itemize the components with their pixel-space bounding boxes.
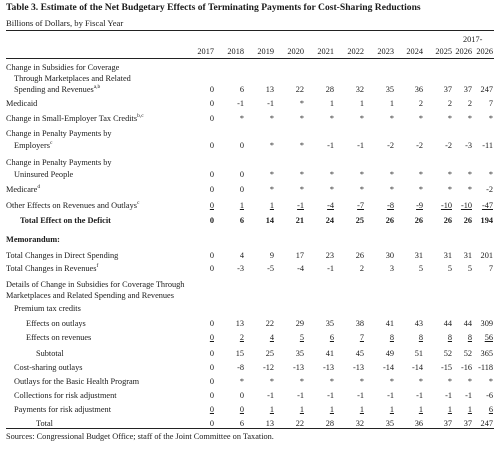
table-cell: 0: [209, 349, 214, 358]
table-cell: 365: [480, 349, 493, 358]
row-label-text: Total Changes in Revenues: [6, 264, 97, 273]
table-cell: 0: [209, 216, 214, 225]
table-cell: 56: [484, 333, 493, 342]
table-cell: 31: [463, 251, 472, 260]
row-label: [14, 74, 500, 83]
table-cell: *: [299, 170, 304, 179]
table-cell: 32: [355, 85, 364, 94]
table-cell: 45: [355, 349, 364, 358]
row-label: [14, 304, 500, 313]
table-cell: -2: [486, 185, 493, 194]
row-label-text: Collections for risk adjustment: [14, 391, 117, 400]
table-cell: 5: [467, 264, 472, 273]
table-cell: 0: [209, 264, 214, 273]
table-cell: 0: [209, 333, 214, 342]
row-label-text: Memorandum:: [6, 235, 60, 244]
table-cell: 2: [418, 99, 423, 108]
row-label-text: Through Marketplaces and Related: [14, 74, 131, 83]
table-cell: 37: [443, 85, 452, 94]
table-cell: 37: [463, 85, 472, 94]
table-cell: 36: [414, 419, 423, 428]
table-cell: 0: [209, 99, 214, 108]
footnote-marker: d: [37, 184, 41, 191]
table-cell: 2: [359, 264, 364, 273]
table-cell: 5: [418, 264, 423, 273]
table-cell: 0: [209, 141, 214, 150]
table-cell: -12: [262, 363, 274, 372]
year-header: 2019: [257, 47, 274, 56]
table-cell: *: [447, 170, 452, 179]
table-cell: 9: [269, 251, 274, 260]
table-cell: 0: [209, 363, 214, 372]
table-cell: 201: [480, 251, 493, 260]
table-cell: 26: [414, 216, 423, 225]
table-cell: -2: [416, 141, 423, 150]
row-label-text: Effects on outlays: [26, 319, 86, 328]
year-header: 2025: [435, 47, 452, 56]
source-note: Sources: Congressional Budget Office; staff of the Joint Committee on Taxation.: [6, 432, 274, 441]
table-cell: 4: [239, 251, 244, 260]
table-cell: *: [269, 377, 274, 386]
table-cell: 0: [209, 251, 214, 260]
row-label: [6, 280, 494, 289]
table-cell: -13: [352, 363, 364, 372]
table-cell: 0: [239, 141, 244, 150]
table-cell: -9: [416, 201, 423, 210]
table-cell: -8: [237, 363, 244, 372]
row-label-text: Premium tax credits: [14, 304, 81, 313]
row-label: [6, 235, 494, 244]
table-cell: -13: [292, 363, 304, 372]
year-header: 2020: [287, 47, 304, 56]
table-cell: *: [418, 170, 423, 179]
table-cell: 17: [295, 251, 304, 260]
table-cell: 5: [447, 264, 452, 273]
table-cell: -15: [440, 363, 452, 372]
table-cell: 1: [359, 99, 364, 108]
table-cell: 1: [359, 405, 364, 414]
table-cell: 0: [209, 377, 214, 386]
table-cell: *: [467, 170, 472, 179]
table-cell: *: [329, 170, 334, 179]
table-cell: -2: [387, 141, 394, 150]
table-cell: -10: [440, 201, 452, 210]
table-cell: 0: [209, 405, 214, 414]
year-header: 2021: [317, 47, 334, 56]
row-label-text: Change in Small-Employer Tax Credits: [6, 114, 138, 123]
table-cell: -16: [460, 363, 472, 372]
table-cell: -47: [481, 201, 493, 210]
table-cell: 6: [488, 405, 493, 414]
table-cell: 8: [447, 333, 452, 342]
table-cell: *: [418, 377, 423, 386]
table-cell: 13: [235, 319, 244, 328]
year-header: 2018: [227, 47, 244, 56]
table-cell: -6: [486, 391, 493, 400]
table-subtitle: Billions of Dollars, by Fiscal Year: [6, 18, 124, 28]
footnote-marker: c: [136, 200, 140, 207]
table-cell: -4: [297, 264, 304, 273]
row-label-text: Uninsured People: [14, 170, 74, 179]
table-cell: -14: [411, 363, 423, 372]
row-label: [6, 63, 494, 72]
table-cell: 2: [467, 99, 472, 108]
table-cell: 29: [295, 319, 304, 328]
table-cell: -1: [465, 391, 472, 400]
row-label: [6, 158, 494, 167]
table-cell: *: [269, 114, 274, 123]
table-cell: 1: [269, 201, 274, 210]
table-cell: 44: [443, 319, 452, 328]
table-cell: *: [359, 170, 364, 179]
table-cell: *: [269, 141, 274, 150]
table-cell: -1: [416, 391, 423, 400]
row-label-text: Subtotal: [36, 349, 64, 358]
table-cell: 6: [329, 333, 334, 342]
row-label-text: Details of Change in Subsidies for Coverage Through: [6, 280, 185, 289]
table-cell: *: [329, 114, 334, 123]
table-cell: -10: [460, 201, 472, 210]
row-label-text: Total Effect on the Deficit: [20, 216, 111, 225]
table-cell: -1: [237, 99, 244, 108]
table-cell: 5: [299, 333, 304, 342]
table-cell: -8: [387, 201, 394, 210]
table-cell: 2: [239, 333, 244, 342]
table-cell: 52: [443, 349, 452, 358]
table-cell: *: [299, 99, 304, 108]
table-cell: 1: [467, 405, 472, 414]
table-cell: 30: [385, 251, 394, 260]
table-cell: *: [488, 377, 493, 386]
table-cell: 1: [447, 405, 452, 414]
table-cell: 0: [209, 201, 214, 210]
table-cell: 22: [295, 419, 304, 428]
table-title: Table 3. Estimate of the Net Budgetary Effects of Terminating Payments for Cost-Sharing Reductions: [6, 2, 421, 13]
row-label-text: Effects on revenues: [26, 333, 92, 342]
row-label-text: Other Effects on Revenues and Outlays: [6, 201, 137, 210]
year-header: 2023: [377, 47, 394, 56]
table-cell: 24: [325, 216, 334, 225]
table-cell: 1: [389, 405, 394, 414]
table-cell: 37: [463, 419, 472, 428]
table-cell: *: [389, 114, 394, 123]
table-cell: -118: [478, 363, 493, 372]
table-cell: -1: [267, 99, 274, 108]
table-cell: 0: [209, 185, 214, 194]
table-cell: *: [467, 114, 472, 123]
table-cell: 32: [355, 419, 364, 428]
table-cell: *: [299, 185, 304, 194]
table-cell: *: [299, 141, 304, 150]
table-cell: -1: [327, 391, 334, 400]
table-cell: 37: [443, 419, 452, 428]
year-header: 2022: [347, 47, 364, 56]
table-cell: -1: [327, 264, 334, 273]
footnote-marker: f: [96, 263, 99, 270]
table-cell: 1: [329, 99, 334, 108]
table-cell: 0: [239, 185, 244, 194]
year-header: 2026: [455, 47, 472, 56]
table-cell: 0: [239, 405, 244, 414]
row-label: [6, 291, 494, 300]
table-cell: 6: [239, 419, 244, 428]
table-cell: 26: [355, 251, 364, 260]
table-cell: 52: [463, 349, 472, 358]
table-cell: 35: [385, 85, 394, 94]
table-cell: 38: [355, 319, 364, 328]
table-cell: 21: [295, 216, 304, 225]
row-label-text: Employers: [14, 141, 50, 150]
table-cell: *: [329, 377, 334, 386]
table-cell: 6: [239, 85, 244, 94]
table-cell: 25: [355, 216, 364, 225]
year-header: 2017: [197, 47, 214, 56]
table-cell: *: [299, 114, 304, 123]
table-cell: 1: [269, 405, 274, 414]
table-cell: 49: [385, 349, 394, 358]
footnote-marker: c: [49, 140, 53, 147]
row-label-text: Change in Penalty Payments by: [6, 158, 112, 167]
table-cell: *: [329, 185, 334, 194]
table-cell: 7: [359, 333, 364, 342]
row-label-text: Marketplaces and Related Spending and Revenues: [6, 291, 174, 300]
table-cell: 1: [418, 405, 423, 414]
table-cell: 8: [418, 333, 423, 342]
table-cell: 247: [480, 85, 493, 94]
table-cell: 31: [443, 251, 452, 260]
table-cell: 36: [414, 85, 423, 94]
row-label-text: Total Changes in Direct Spending: [6, 251, 119, 260]
table-cell: 1: [299, 405, 304, 414]
table-cell: -13: [322, 363, 334, 372]
table-cell: 31: [414, 251, 423, 260]
table-cell: -3: [465, 141, 472, 150]
table-cell: 7: [488, 264, 493, 273]
table-cell: -1: [327, 141, 334, 150]
table-cell: 44: [463, 319, 472, 328]
table-cell: -14: [382, 363, 394, 372]
table-cell: *: [269, 170, 274, 179]
table-cell: 0: [239, 391, 244, 400]
table-cell: 22: [265, 319, 274, 328]
row-label-text: Medicare: [6, 185, 38, 194]
table-cell: 1: [239, 201, 244, 210]
table-cell: *: [239, 114, 244, 123]
table-cell: -7: [357, 201, 364, 210]
table-cell: 8: [467, 333, 472, 342]
table-cell: 41: [385, 319, 394, 328]
bottom-rule: [6, 428, 494, 429]
table-cell: 35: [295, 349, 304, 358]
table-cell: -1: [445, 391, 452, 400]
header-rule: [6, 58, 494, 59]
table-cell: 0: [209, 170, 214, 179]
table-cell: -5: [267, 264, 274, 273]
table-cell: *: [488, 170, 493, 179]
table-cell: 7: [488, 99, 493, 108]
table-cell: -1: [357, 391, 364, 400]
table-cell: -2: [445, 141, 452, 150]
year-header: 2024: [406, 47, 423, 56]
table-cell: 0: [209, 391, 214, 400]
row-label-text: Medicaid: [6, 99, 38, 108]
table-cell: 25: [265, 349, 274, 358]
table-cell: *: [389, 185, 394, 194]
row-label-text: Outlays for the Basic Health Program: [14, 377, 140, 386]
table-cell: 41: [325, 349, 334, 358]
table-cell: -1: [297, 391, 304, 400]
table-cell: 3: [389, 264, 394, 273]
table-cell: 1: [329, 405, 334, 414]
table-cell: *: [447, 114, 452, 123]
table-cell: 1: [389, 99, 394, 108]
row-label-text: Change in Subsidies for Coverage: [6, 63, 120, 72]
table-cell: 309: [480, 319, 493, 328]
table-cell: *: [359, 185, 364, 194]
table-cell: 35: [325, 319, 334, 328]
table-cell: 28: [325, 419, 334, 428]
row-label-text: Change in Penalty Payments by: [6, 129, 112, 138]
table-cell: 26: [463, 216, 472, 225]
table-cell: -11: [482, 141, 493, 150]
table-cell: 15: [235, 349, 244, 358]
table-cell: 0: [209, 419, 214, 428]
table-cell: 247: [480, 419, 493, 428]
table-cell: 2: [447, 99, 452, 108]
table-cell: *: [467, 185, 472, 194]
table-cell: 0: [209, 319, 214, 328]
table-cell: 51: [414, 349, 423, 358]
table-cell: 0: [239, 170, 244, 179]
footnote-marker: a,b: [93, 84, 101, 91]
table-cell: 194: [480, 216, 493, 225]
table-cell: 0: [209, 85, 214, 94]
table-cell: 13: [265, 85, 274, 94]
table-cell: -3: [237, 264, 244, 273]
table-cell: *: [488, 114, 493, 123]
table-cell: -1: [387, 391, 394, 400]
row-label-text: Spending and Revenues: [14, 85, 94, 94]
table-cell: 22: [295, 85, 304, 94]
table-cell: 26: [443, 216, 452, 225]
table-cell: 35: [385, 419, 394, 428]
table-cell: 28: [325, 85, 334, 94]
table-cell: *: [299, 377, 304, 386]
row-label: [6, 129, 494, 138]
total-range-header-line2: 2026: [476, 47, 493, 56]
table-cell: *: [389, 377, 394, 386]
total-range-header-line1: 2017-: [463, 35, 483, 44]
table-cell: -1: [357, 141, 364, 150]
table-cell: *: [447, 377, 452, 386]
table-cell: *: [418, 185, 423, 194]
table-cell: *: [359, 377, 364, 386]
table-cell: 43: [414, 319, 423, 328]
table-cell: *: [418, 114, 423, 123]
footnote-marker: b,c: [137, 113, 144, 120]
top-rule: [6, 30, 494, 31]
table-cell: *: [467, 377, 472, 386]
table-cell: 14: [265, 216, 274, 225]
table-cell: 23: [325, 251, 334, 260]
table-cell: *: [447, 185, 452, 194]
table-cell: 13: [265, 419, 274, 428]
table-cell: 8: [389, 333, 394, 342]
table-cell: *: [359, 114, 364, 123]
table-cell: 0: [209, 114, 214, 123]
table-cell: *: [239, 377, 244, 386]
table-cell: 26: [385, 216, 394, 225]
row-label-text: Cost-sharing outlays: [14, 363, 83, 372]
table-cell: -1: [297, 201, 304, 210]
table-cell: *: [269, 185, 274, 194]
table-cell: 6: [239, 216, 244, 225]
table-cell: -1: [267, 391, 274, 400]
table-cell: 4: [269, 333, 274, 342]
table-cell: -4: [327, 201, 334, 210]
row-label-text: Payments for risk adjustment: [14, 405, 112, 414]
table-cell: *: [389, 170, 394, 179]
row-label-text: Total: [36, 419, 53, 428]
